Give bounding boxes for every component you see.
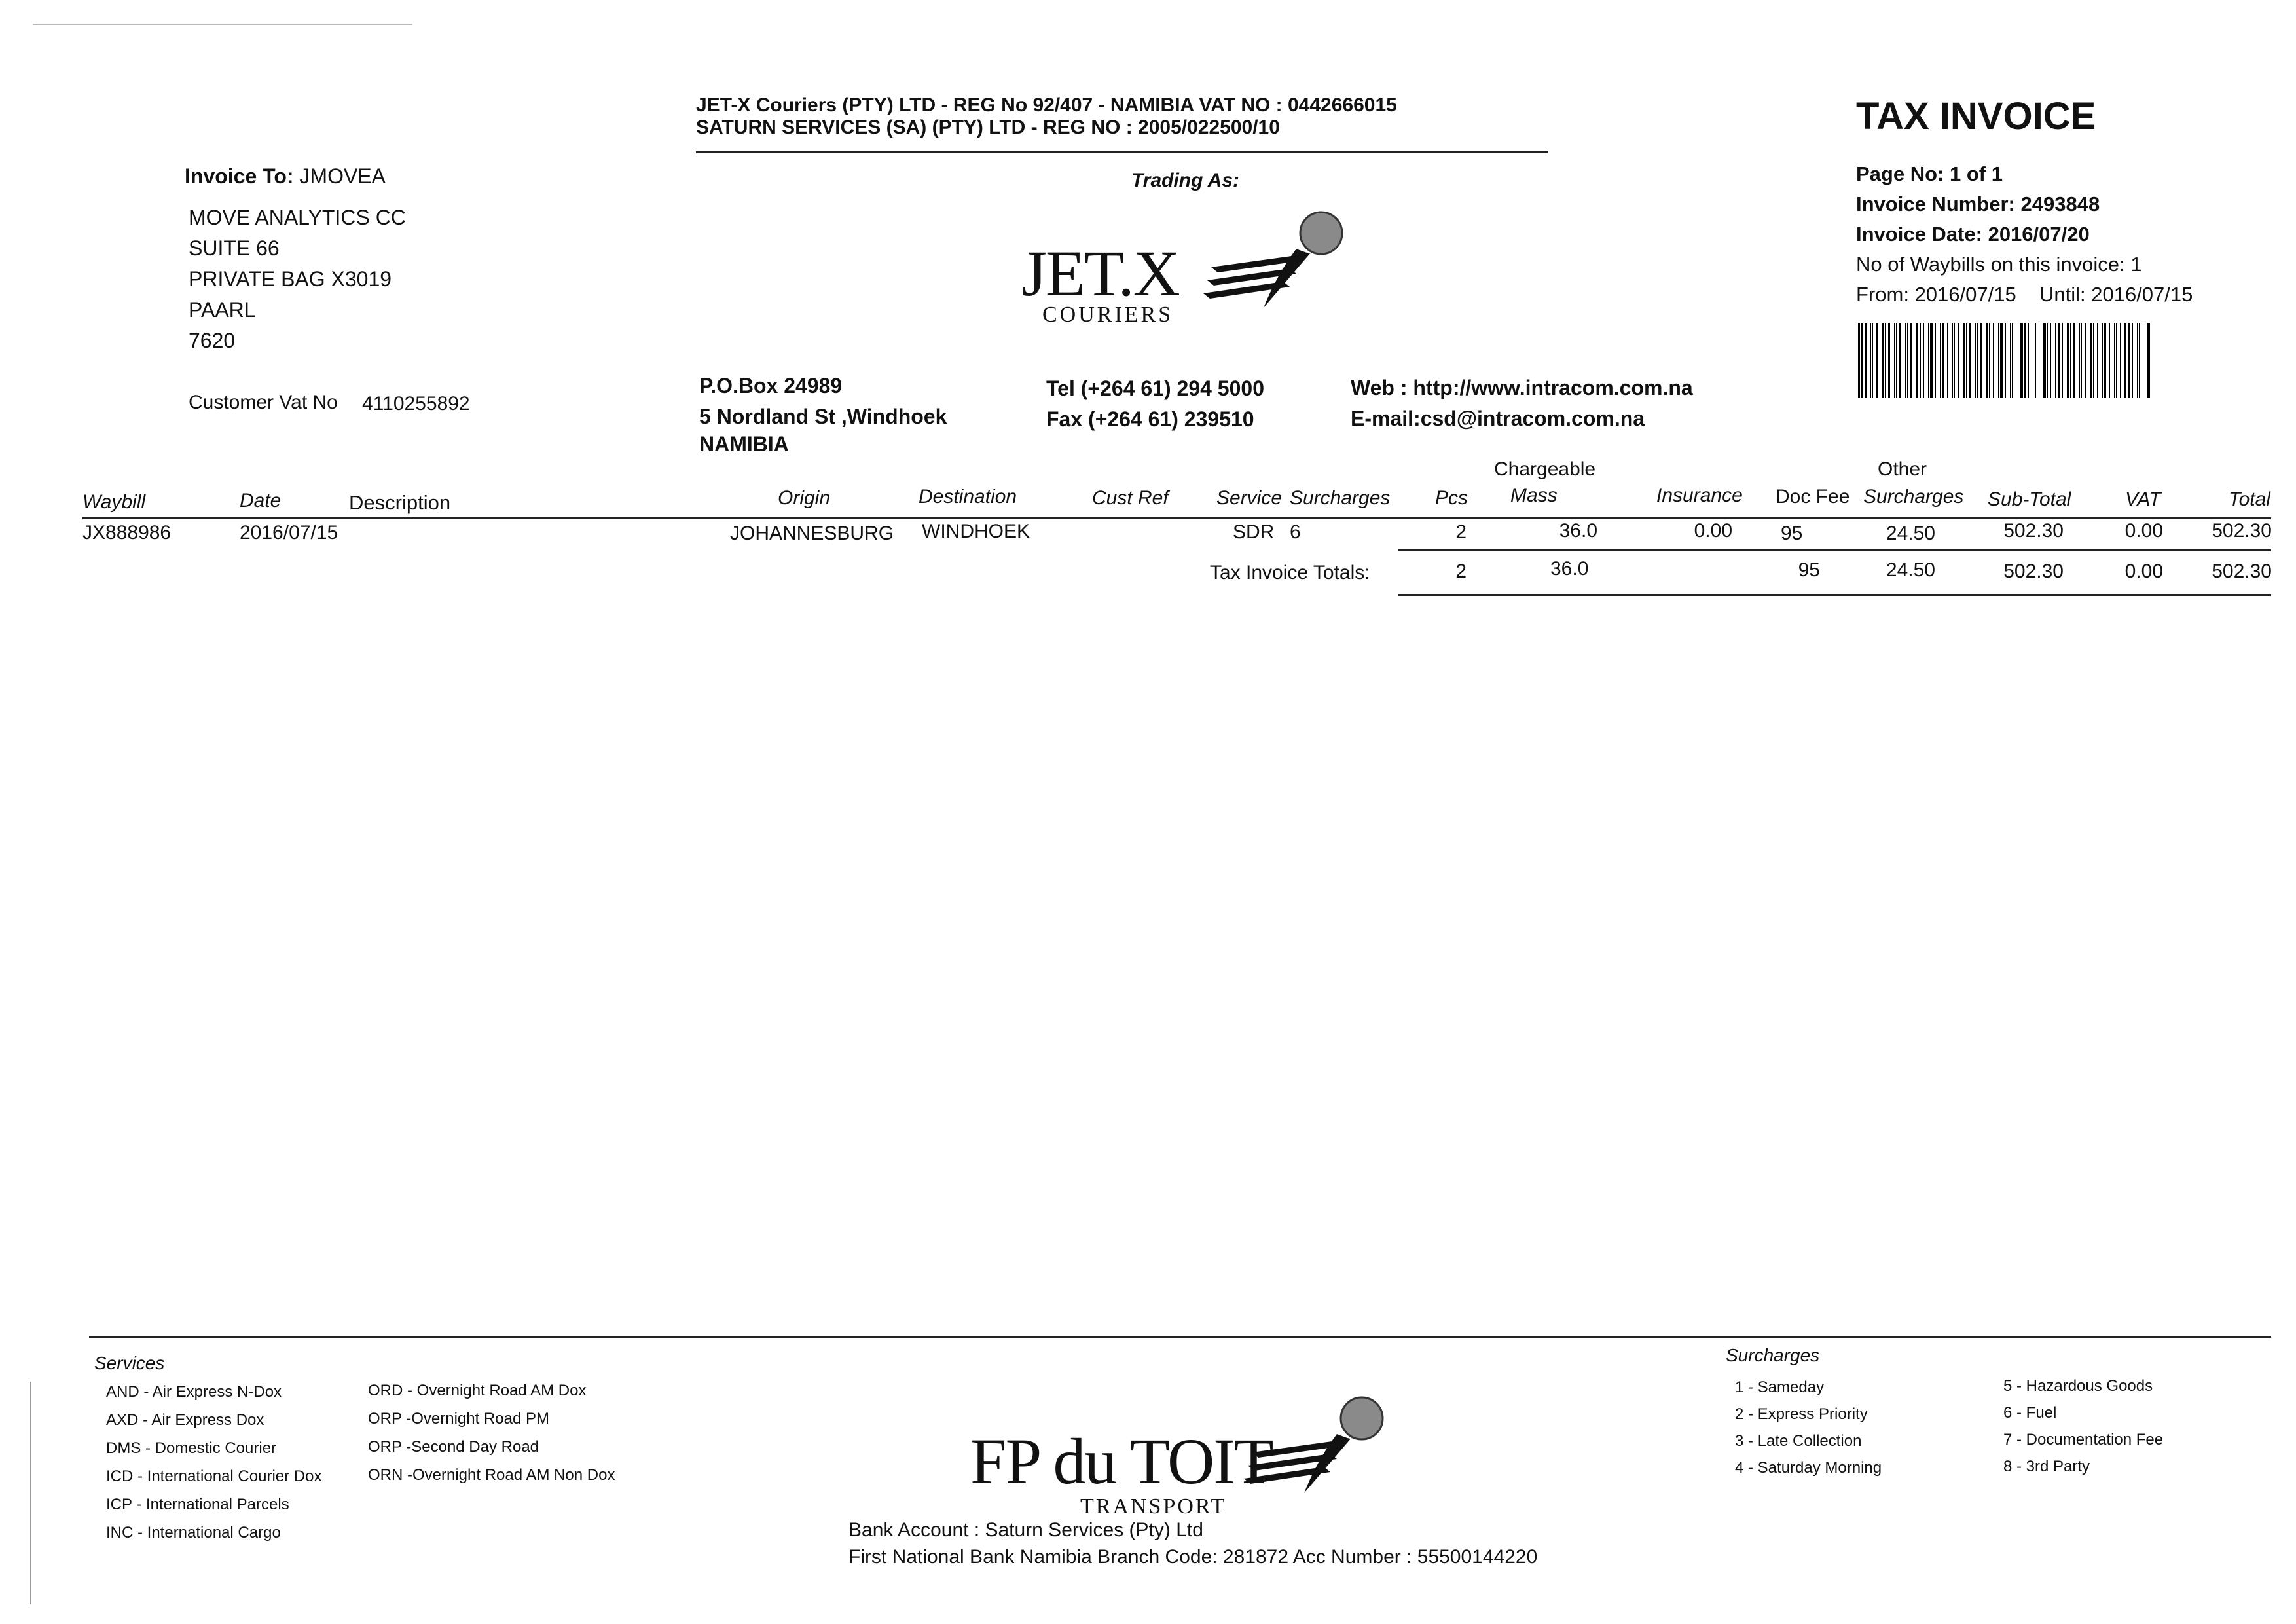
barcode-bar (1861, 323, 1862, 398)
fpdutoit-logo-word: FP du TOIT (970, 1425, 1273, 1498)
tax-invoice-title: TAX INVOICE (1856, 95, 2096, 138)
jetx-logo-sub: COURIERS (1042, 303, 1174, 327)
surcharges-list-2 (2003, 1373, 2163, 1480)
service-item: DMS - Domestic Courier (106, 1439, 277, 1457)
company-reg-line-2: SATURN SERVICES (SA) (PTY) LTD - REG NO : 2005/022500/10 (696, 117, 1280, 138)
invoice-date-label: Invoice Date: (1856, 223, 1982, 246)
col-header-insurance: Insurance (1656, 485, 1743, 506)
barcode-bar (2085, 323, 2086, 398)
address-line: PAARL (189, 298, 256, 322)
surcharge-item: 6 - Fuel (2003, 1404, 2057, 1422)
totals-doc-fee: 95 (1798, 559, 1820, 581)
barcode-bar (2114, 323, 2115, 398)
from-label: From: (1856, 283, 1909, 306)
email-link[interactable]: E-mail:csd@intracom.com.na (1351, 407, 1645, 430)
totals-vat: 0.00 (2124, 561, 2163, 582)
barcode-bar (1910, 323, 1912, 398)
barcode-bar (1980, 323, 1982, 398)
until-value: 2016/07/15 (2091, 283, 2193, 306)
barcode-bar (2132, 323, 2133, 398)
jetx-swoosh-icon (1198, 210, 1349, 314)
surcharge-item: 3 - Late Collection (1735, 1432, 1862, 1450)
company-reg-line-1: JET-X Couriers (PTY) LTD - REG No 92/407 - NAMIBIA VAT NO : 0442666015 (696, 94, 1397, 116)
barcode-bar (2137, 323, 2138, 398)
country: NAMIBIA (699, 432, 789, 456)
scan-left-edge (30, 1382, 31, 1604)
barcode-bar (2035, 323, 2036, 398)
cell-other: 24.50 (1886, 523, 1935, 544)
cell-doc-fee: 95 (1781, 523, 1803, 544)
tel-number: Tel (+264 61) 294 5000 (1046, 377, 1264, 400)
col-header-mass: Mass (1510, 485, 1558, 506)
barcode-bar (2093, 323, 2094, 398)
col-header-destination: Destination (919, 486, 1017, 507)
barcode-bar (1896, 323, 1897, 398)
address-line: 7620 (189, 329, 236, 352)
phone-block (1046, 373, 1264, 435)
barcode-bar (1870, 323, 1871, 398)
services-list-2 (368, 1376, 615, 1489)
bank-account-line: Bank Account : Saturn Services (Pty) Ltd (848, 1519, 1203, 1541)
totals-other: 24.50 (1886, 559, 1935, 581)
barcode-bar (2139, 323, 2140, 398)
service-item: ORN -Overnight Road AM Non Dox (368, 1466, 615, 1484)
cell-subtotal: 502.30 (2003, 520, 2064, 542)
invoice-barcode (1858, 323, 2151, 398)
cell-mass: 36.0 (1559, 520, 1597, 542)
services-title: Services (94, 1353, 165, 1373)
barcode-bar (2028, 323, 2029, 398)
cell-waybill: JX888986 (82, 522, 172, 544)
service-item: INC - International Cargo (106, 1524, 281, 1541)
jetx-logo-word: JET.X (1021, 237, 1179, 310)
barcode-bar (1986, 323, 1987, 398)
col-header-subtotal: Sub-Total (1988, 489, 2071, 510)
service-item: AND - Air Express N-Dox (106, 1383, 282, 1401)
totals-subtotal: 502.30 (2003, 561, 2064, 582)
col-header-vat: VAT (2125, 489, 2161, 510)
service-item: ORP -Overnight Road PM (368, 1410, 549, 1428)
scan-mark-line (33, 24, 412, 25)
surcharges-list-1 (1735, 1374, 1882, 1481)
barcode-bar (1888, 323, 1890, 398)
barcode-bar (1993, 323, 1994, 398)
waybill-count-line: No of Waybills on this invoice: 1 (1856, 253, 2142, 276)
col-header-service: Service (1216, 487, 1283, 509)
cell-surcharges: 6 (1290, 521, 1301, 543)
from-value: 2016/07/15 (1914, 283, 2016, 306)
barcode-bar (1998, 323, 1999, 398)
page-no-line (1856, 159, 2003, 189)
barcode-bar (2079, 323, 2080, 398)
barcode-bar (1905, 323, 1906, 398)
barcode-bar (2020, 323, 2022, 398)
surcharge-item: 8 - 3rd Party (2003, 1458, 2090, 1475)
until-label: Until: (2039, 283, 2086, 306)
invoice-number-value: 2493848 (2020, 193, 2100, 215)
page-no-label: Page No: (1856, 162, 1944, 185)
barcode-bar (2120, 323, 2121, 398)
barcode-bar (1930, 323, 1932, 398)
totals-label: Tax Invoice Totals: (1210, 562, 1370, 583)
barcode-bar (1882, 323, 1883, 398)
barcode-bar (2104, 323, 2106, 398)
col-header-description: Description (349, 491, 451, 514)
services-list-1 (106, 1378, 321, 1547)
cell-service: SDR (1233, 521, 1275, 543)
barcode-bar (2005, 323, 2006, 398)
barcode-bar (1923, 323, 1924, 398)
barcode-bar (1920, 323, 1921, 398)
barcode-bar (2102, 323, 2103, 398)
customer-vat-label: Customer Vat No (189, 392, 338, 413)
barcode-bar (1916, 323, 1918, 398)
barcode-bar (2000, 323, 2002, 398)
barcode-bar (2097, 323, 2098, 398)
col-header-waybill: Waybill (82, 491, 146, 513)
bank-branch-line: First National Bank Namibia Branch Code: 281872 Acc Number : 55500144220 (848, 1546, 1538, 1568)
fpdutoit-logo-sub: TRANSPORT (1080, 1494, 1227, 1519)
invoice-date-line (1856, 219, 2090, 249)
barcode-bar (2124, 323, 2126, 398)
barcode-bar (1876, 323, 1878, 398)
street-address: 5 Nordland St ,Windhoek (699, 405, 947, 428)
pobox: P.O.Box 24989 (699, 374, 843, 397)
col-header-origin: Origin (778, 487, 831, 509)
cell-pcs: 2 (1455, 521, 1467, 543)
address-line: PRIVATE BAG X3019 (189, 267, 392, 291)
fpdutoit-swoosh-icon (1239, 1395, 1389, 1500)
cell-date: 2016/07/15 (240, 522, 338, 544)
col-header-other: Other (1878, 458, 1927, 480)
barcode-bar (1935, 323, 1936, 398)
col-header-surcharges: Surcharges (1290, 487, 1391, 509)
barcode-bar (2128, 323, 2129, 398)
fpdutoit-logo (970, 1395, 1389, 1526)
cell-destination: WINDHOEK (922, 521, 1030, 542)
web-block (1351, 373, 1693, 434)
barcode-bar (1966, 323, 1967, 398)
barcode-bar (1858, 323, 1860, 398)
barcode-bar (1907, 323, 1908, 398)
surcharge-item: 5 - Hazardous Goods (2003, 1377, 2153, 1395)
footer-rule (89, 1336, 2271, 1338)
totals-bottom-rule (1398, 594, 2271, 596)
col-header-cust-ref: Cust Ref (1092, 487, 1169, 509)
col-header-doc-fee: Doc Fee (1776, 486, 1850, 507)
col-header-total: Total (2229, 489, 2270, 510)
barcode-bar (2081, 323, 2082, 398)
invoice-date-value: 2016/07/20 (1988, 223, 2090, 246)
barcode-bar (1899, 323, 1901, 398)
cell-total: 502.30 (2212, 520, 2272, 542)
barcode-bar (1989, 323, 1990, 398)
barcode-bar (2043, 323, 2045, 398)
address-line: SUITE 66 (189, 236, 280, 260)
barcode-bar (2055, 323, 2056, 398)
address-line: MOVE ANALYTICS CC (189, 206, 406, 229)
surcharge-item: 7 - Documentation Fee (2003, 1431, 2164, 1449)
barcode-bar (1942, 323, 1944, 398)
barcode-bar (2147, 323, 2149, 398)
barcode-bar (2050, 323, 2051, 398)
totals-total: 502.30 (2212, 561, 2272, 582)
barcode-bar (2010, 323, 2011, 398)
barcode-bar (1865, 323, 1867, 398)
cell-origin: JOHANNESBURG (730, 523, 894, 544)
barcode-bar (2024, 323, 2026, 398)
barcode-bar (1940, 323, 1941, 398)
website-link[interactable]: Web : http://www.intracom.com.na (1351, 376, 1693, 399)
barcode-bar (2070, 323, 2071, 398)
col-header-date: Date (240, 490, 282, 511)
col-header-chargeable: Chargeable (1494, 458, 1596, 480)
invoice-number-label: Invoice Number: (1856, 193, 2015, 215)
totals-pcs: 2 (1455, 561, 1467, 582)
barcode-bar (2116, 323, 2117, 398)
barcode-bar (1894, 323, 1895, 398)
invoice-to-label: Invoice To: JMOVEA (185, 164, 386, 188)
barcode-bar (2012, 323, 2013, 398)
service-item: ORD - Overnight Road AM Dox (368, 1382, 587, 1399)
totals-top-rule (1398, 549, 2271, 551)
invoice-to-code: JMOVEA (299, 164, 386, 188)
table-header-rule (82, 517, 2271, 519)
period-line (1856, 280, 2193, 310)
barcode-bar (2073, 323, 2075, 398)
surcharge-item: 4 - Saturday Morning (1735, 1459, 1882, 1477)
surcharges-title: Surcharges (1726, 1345, 1820, 1365)
barcode-bar (1947, 323, 1948, 398)
fax-number: Fax (+264 61) 239510 (1046, 407, 1254, 431)
barcode-bar (1958, 323, 1959, 398)
service-item: ICP - International Parcels (106, 1496, 289, 1513)
jetx-logo (1021, 210, 1349, 341)
header-rule (696, 151, 1548, 153)
barcode-bar (1969, 323, 1971, 398)
invoice-number-line (1856, 189, 2100, 219)
barcode-bar (2058, 323, 2059, 398)
barcode-bar (2090, 323, 2092, 398)
barcode-bar (1977, 323, 1978, 398)
barcode-bar (1928, 323, 1929, 398)
bank-details (848, 1517, 1537, 1570)
col-header-pcs: Pcs (1435, 487, 1468, 509)
col-header-other-surcharges: Surcharges (1863, 486, 1964, 507)
service-item: ORP -Second Day Road (368, 1438, 539, 1456)
barcode-bar (1872, 323, 1873, 398)
service-item: AXD - Air Express Dox (106, 1411, 264, 1429)
barcode-bar (2047, 323, 2048, 398)
totals-mass: 36.0 (1550, 558, 1589, 580)
barcode-bar (2062, 323, 2063, 398)
page-no-value: 1 of 1 (1949, 162, 2003, 185)
barcode-bar (2067, 323, 2069, 398)
postal-address (699, 371, 947, 460)
customer-vat-value: 4110255892 (362, 393, 470, 415)
barcode-bar (1954, 323, 1955, 398)
bill-to-address (189, 202, 406, 356)
cell-vat: 0.00 (2124, 520, 2163, 542)
barcode-bar (1885, 323, 1886, 398)
surcharge-item: 2 - Express Priority (1735, 1405, 1868, 1423)
trading-as-label: Trading As: (1131, 170, 1240, 191)
surcharge-item: 1 - Sameday (1735, 1378, 1825, 1396)
barcode-bar (1963, 323, 1965, 398)
cell-insurance: 0.00 (1694, 520, 1732, 542)
barcode-bar (1975, 323, 1976, 398)
service-item: ICD - International Courier Dox (106, 1467, 322, 1485)
